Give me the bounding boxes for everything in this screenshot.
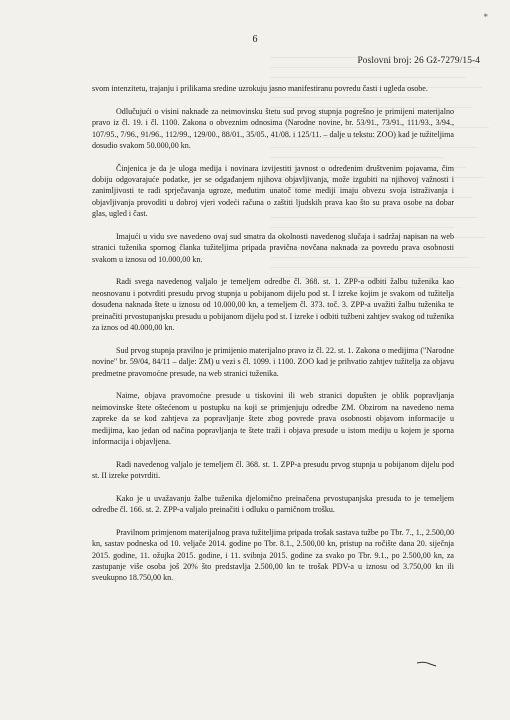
paragraph: Radi navedenog valjalo je temeljem čl. 368. st. 1. ZPP-a presudu prvog stupnja u pobijanom dijelu pod st. II izreke potvrditi. (92, 459, 454, 481)
pen-tick-mark (416, 658, 438, 668)
paragraph: Pravilnom primjenom materijalnog prava tužiteljima pripada trošak sastava tužbe po Tbr. 7., 1., 2.500,00 kn, sastav podneska od 10. veljače 2014. godine po Tbr. 8.1., 2.500,00 kn, pristup na ročište dana 20. siječnja 2015. godine, 11. ožujka 2015. godine, i 11. svibnja 2015. godine za svako po Tbr. 9.1., po 2.500,00 kn, za zastupanje više osoba još 20% što predstavlja 2.500,00 kn te trošak PDV-a u iznosu od 3.750,00 kn ili sveukupno 18.750,00 kn. (92, 527, 454, 583)
paragraph: Odlučujući o visini naknade za neimovinsku štetu sud prvog stupnja pogrešno je primijeni materijalno pravo iz čl. 19. i čl. 1100. Zakona o obveznim odnosima (Narodne novine, br. 53/91., 73/91., 111/93., 3/94., 107/95., 7/96., 91/96., 112/99., 129/00., 88/01., 35/05., 41/08. i 125/11. – dalje u tekstu: ZOO) kad je tužiteljima dosudio svakom 50.000,00 kn. (92, 106, 454, 150)
paragraph: Naime, objava pravomoćne presude u tiskovini ili web stranici dopušten je oblik popravljanja neimovinske štete oštećenom u postupku na koji se primjenjuju odredbe ZM. Obzirom na navedeno nema zapreke da se kod zahtjeva za popravljanje štete zbog povrede prava osobnosti objavom informacije u medijima, kao jedan od načina popravljanja te štete traži i objava presude u istom mediju u kojem je sporna informacija i objavljena. (92, 391, 454, 446)
paragraph: Kako je u uvažavanju žalbe tuženika djelomično preinačena prvostupanjska presuda to je temeljem odredbe čl. 166. st. 2. ZPP-a valjalo preinačiti i odluku o parničnom trošku. (92, 493, 454, 515)
paragraph: Radi svega navedenog valjalo je temeljem odredbe čl. 368. st. 1. ZPP-a odbiti žalbu tuženika kao neosnovanu i potvrditi presudu prvog stupnja u pobijanom dijelu pod st. I izreke kojim je svakom od tužitelja dosuđena naknada štete u iznosu od 10.000,00 kn, a temeljem čl. 373. toč. 3. ZPP-a uvažiti žalbu tuženika te preinačiti prvostupanjsku presudu u pobijanom dijelu pod st. I izreke i odbiti tužbeni zahtjev svakog od tuženika za iznos od 40.000,00 kn. (92, 277, 454, 333)
document-body (92, 83, 454, 595)
page-number: 6 (252, 34, 258, 45)
corner-mark: * (483, 12, 488, 22)
case-reference: Poslovni broj: 26 Gž-7279/15-4 (357, 56, 480, 66)
paragraph: Imajući u vidu sve navedeno ovaj sud smatra da okolnosti navedenog slučaja i sadržaj napisan na web stranici tuženika spornog članka tužiteljima pripada pravična novčana naknada za povredu prava osobnosti svakom u iznosu od 10.000,00 kn. (92, 231, 454, 264)
paragraph: Sud prvog stupnja pravilno je primijenio materijalno pravo iz čl. 22. st. 1. Zakona o medijima ("Narodne novine" br. 59/04, 84/11 – dalje: ZM) u vezi s čl. 1099. i 1100. ZOO kad je prihvatio zahtjev tužitelja za objavu predmetne pravomoćne presude, na web stranici tuženika. (92, 345, 454, 378)
paragraph: svom intenzitetu, trajanju i prilikama sredine uzrokuju jasno manifestiranu povredu časti i ugleda osobe. (92, 84, 428, 93)
paragraph: Činjenica je da je uloga medija i novinara izvijestiti javnost o određenim društvenim pojavama, čim dobiju odgovarajuće podatke, jer se odgađanjem njihova objavljivanja, može izgubiti na njihovoj važnosti i zanimljivosti te radi sprječavanja ugroze, međutim unatoč tome mediji imaju obvezu svoja istraživanja i objavljivanja provoditi u dobroj vjeri vodeći računa o zaštiti ljudskih prava kao što su prava osobe na dobar glas, ugled i čast. (92, 163, 454, 219)
